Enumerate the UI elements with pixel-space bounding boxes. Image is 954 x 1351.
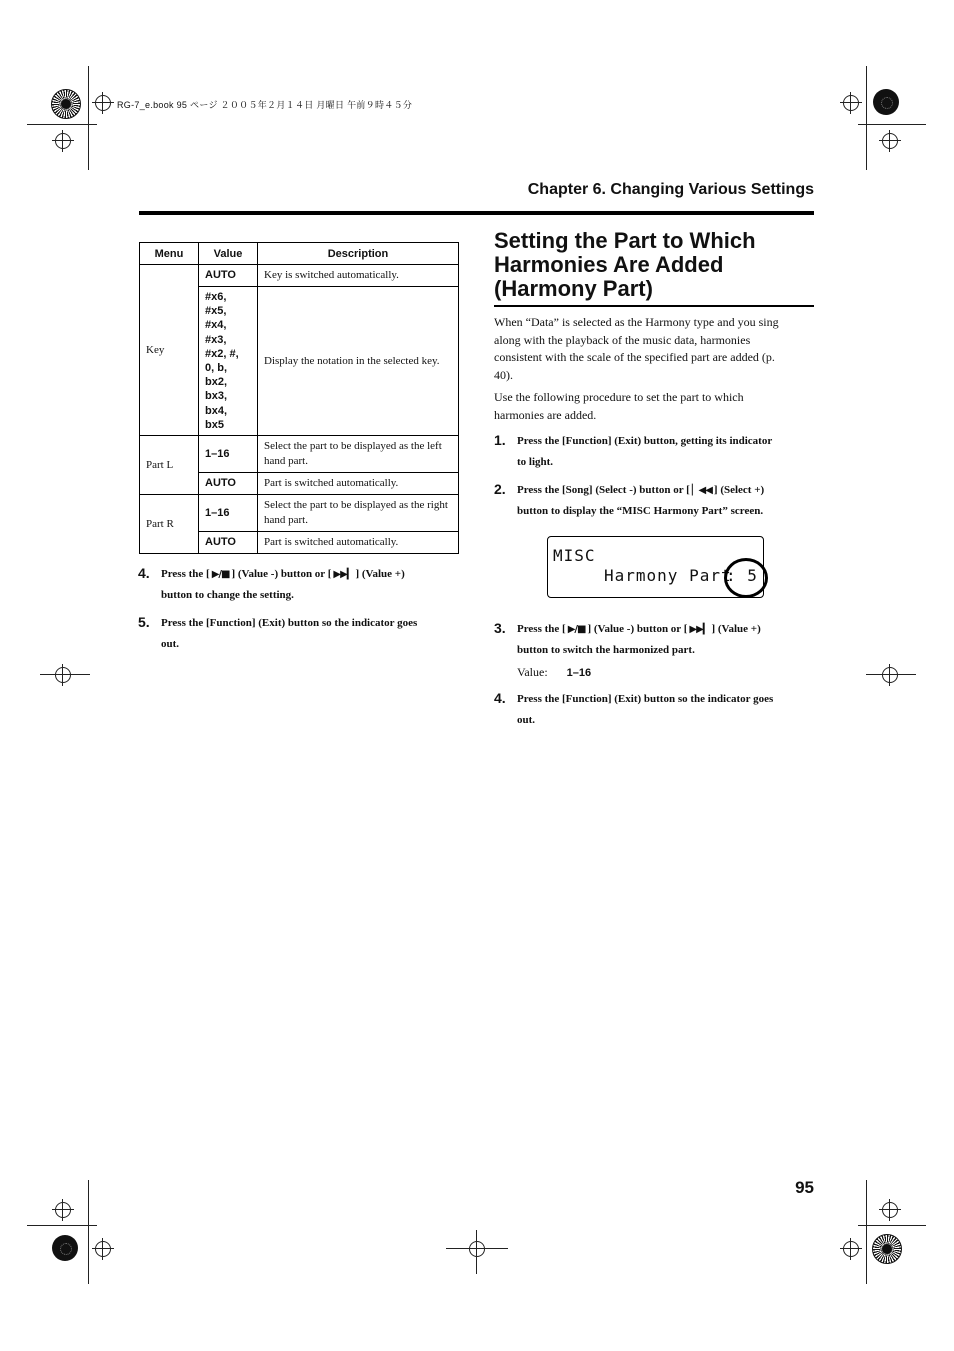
step-number: 3. [494, 620, 506, 636]
paragraph-line: 40). [494, 367, 513, 382]
step-left-5 [138, 613, 461, 655]
key-notation: #x5, [205, 305, 227, 318]
table-header-row [140, 243, 459, 265]
step-text: out. [517, 714, 536, 726]
key-notation: #x4, [205, 319, 227, 332]
value-line [517, 665, 591, 680]
rewind-icon: ▏◀◀ [691, 485, 712, 496]
description-cell: Key is switched automatically. [258, 265, 459, 287]
intro-paragraph [494, 314, 816, 384]
paragraph-line: consistent with the scale of the specified part are added (p. [494, 350, 775, 364]
step-text: ] (Value -) button or [ [587, 623, 688, 635]
step-text: button to switch the harmonized part. [517, 644, 695, 656]
section-title-line: Harmonies Are Added [494, 252, 724, 277]
key-notation: bx2, [205, 376, 228, 389]
registration-target-icon [55, 133, 71, 149]
crop-line [40, 674, 90, 675]
step-right-1 [494, 431, 817, 473]
table-row [140, 265, 459, 287]
registration-target-icon [882, 667, 898, 683]
value-cell: AUTO [199, 265, 258, 287]
step-right-3 [494, 619, 817, 661]
step-text: ] (Select +) [713, 484, 765, 496]
crop-line [27, 1225, 97, 1226]
value-label: Value: [517, 665, 548, 679]
step-text: button to change the setting. [161, 589, 294, 601]
registration-sun-icon [872, 1234, 902, 1264]
step-text: Press the [Function] (Exit) button, getting its indicator [517, 435, 773, 447]
key-notation: bx3, [205, 390, 228, 403]
crop-line [866, 66, 867, 170]
step-text: ] (Value +) [711, 623, 761, 635]
settings-table [139, 242, 459, 554]
description-cell: Select the part to be displayed as the right hand part. [258, 495, 459, 532]
crop-line [27, 124, 97, 125]
play-stop-icon: ▶/■ [567, 624, 586, 635]
step-right-2 [494, 480, 817, 522]
step-text: Press the [ [517, 623, 566, 635]
crop-line [88, 1180, 89, 1284]
lcd-line-2: Harmony Part [604, 566, 732, 585]
column-header: Value [199, 243, 258, 265]
description-cell: Display the notation in the selected key. [258, 287, 459, 436]
step-right-4 [494, 689, 817, 731]
crop-line [88, 66, 89, 170]
step-text: Press the [Function] (Exit) button so the indicator goes [161, 617, 418, 629]
crop-line [858, 1225, 926, 1226]
lcd-line-1: MISC [553, 546, 596, 565]
key-notation: bx4, [205, 404, 228, 417]
paragraph-line: When “Data” is selected as the Harmony type and you sing [494, 315, 779, 329]
crop-line [858, 124, 926, 125]
registration-target-icon [469, 1241, 485, 1257]
step-text: ] (Value +) [355, 568, 405, 580]
chapter-title: Chapter 6. Changing Various Settings [527, 181, 814, 198]
value-cell-key-notations [199, 287, 258, 436]
step-text: button to display the “MISC Harmony Part” screen. [517, 505, 764, 517]
step-number: 5. [138, 614, 150, 630]
lcd-value: : 5 [726, 566, 758, 585]
registration-target-icon [843, 1241, 859, 1257]
section-title-line: (Harmony Part) [494, 276, 653, 301]
key-notation: #x3, [205, 333, 227, 346]
registration-target-icon [55, 667, 71, 683]
registration-target-icon [882, 1202, 898, 1218]
step-text: ] (Value -) button or [ [231, 568, 332, 580]
registration-target-icon [882, 133, 898, 149]
step-number: 2. [494, 481, 506, 497]
crop-line [866, 674, 916, 675]
table-row [140, 436, 459, 473]
step-text: Press the [Song] (Select -) button or [ [517, 484, 690, 496]
procedure-paragraph [494, 389, 816, 424]
value-cell: AUTO [199, 473, 258, 495]
step-number: 4. [138, 565, 150, 581]
column-header: Menu [140, 243, 199, 265]
highlight-circle [724, 558, 768, 598]
value-cell: AUTO [199, 532, 258, 554]
crop-line [476, 1230, 477, 1274]
column-header: Description [258, 243, 459, 265]
registration-disc-icon [52, 1235, 78, 1261]
chapter-rule [139, 211, 814, 215]
paragraph-line: along with the playback of the music data, harmonies [494, 332, 751, 347]
table-row [140, 495, 459, 532]
description-cell: Part is switched automatically. [258, 532, 459, 554]
step-text: out. [161, 638, 180, 650]
description-cell: Part is switched automatically. [258, 473, 459, 495]
crop-header-info: RG-7_e.book 95 ページ ２００５年２月１４日 月曜日 午前９時４５分 [117, 100, 413, 110]
registration-target-icon [843, 95, 859, 111]
paragraph-line: harmonies are added. [494, 407, 597, 422]
step-left-4 [138, 564, 461, 606]
fast-forward-icon: ▶▶▎ [689, 624, 710, 635]
registration-target-icon [55, 1202, 71, 1218]
step-number: 1. [494, 432, 506, 448]
value-cell: 1–16 [199, 495, 258, 532]
menu-cell-part-l: Part L [140, 436, 199, 495]
crop-line [446, 1248, 508, 1249]
menu-cell-part-r: Part R [140, 495, 199, 554]
crop-line [866, 1180, 867, 1284]
paragraph-line: Use the following procedure to set the part to which [494, 390, 744, 404]
key-notation: bx5 [205, 418, 224, 431]
key-notation: #x2, #, [205, 347, 239, 360]
step-text: Press the [Function] (Exit) button so the indicator goes [517, 693, 774, 705]
section-title-line: Setting the Part to Which [494, 228, 756, 253]
registration-disc-icon [873, 89, 899, 115]
registration-target-icon [95, 1241, 111, 1257]
section-title-rule [494, 305, 814, 307]
registration-target-icon [95, 95, 111, 111]
step-text: Press the [ [161, 568, 210, 580]
key-notation: 0, b, [205, 362, 228, 375]
step-number: 4. [494, 690, 506, 706]
section-title [494, 229, 814, 301]
step-text: to light. [517, 456, 554, 468]
value-cell: 1–16 [199, 436, 258, 473]
play-stop-icon: ▶/■ [211, 569, 230, 580]
value-range: 1–16 [566, 667, 592, 679]
menu-cell-key: Key [140, 265, 199, 436]
key-notation: #x6, [205, 291, 227, 303]
registration-sun-icon [51, 89, 81, 119]
description-cell: Select the part to be displayed as the left hand part. [258, 436, 459, 473]
page-number: 95 [795, 1178, 814, 1197]
fast-forward-icon: ▶▶▎ [333, 569, 354, 580]
